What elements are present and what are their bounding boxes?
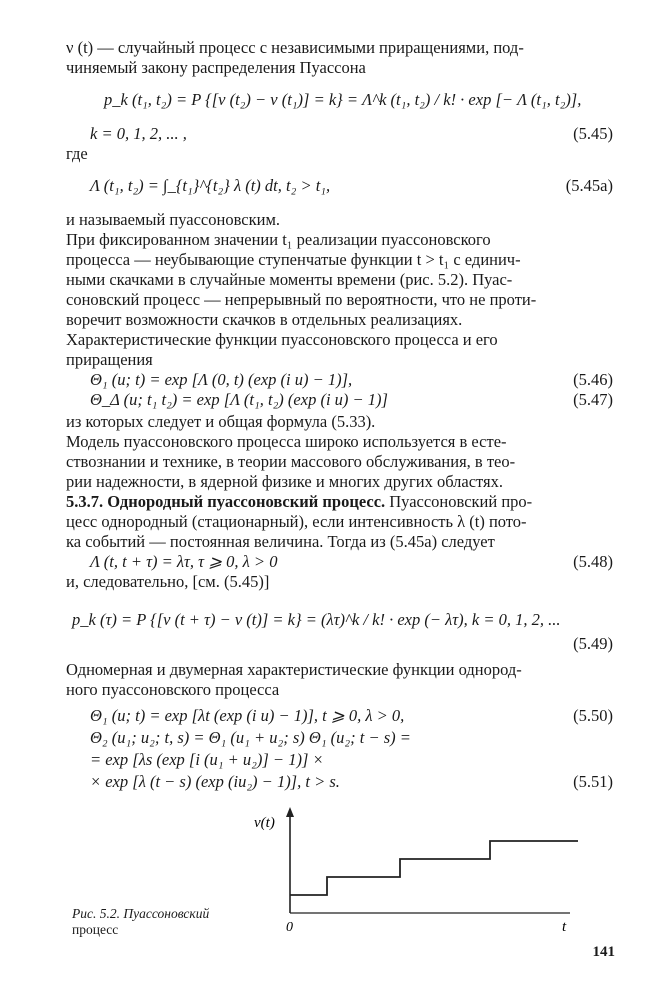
equation-number: (5.50) (573, 706, 613, 725)
page-number: 141 (592, 944, 615, 960)
text-line: цесс однородный (стационарный), если интенсивность λ (t) пото- (66, 512, 527, 531)
formula-k-values: k = 0, 1, 2, ... , (90, 124, 187, 143)
text-line: соновский процесс — непрерывный по вероятности, что не проти- (66, 290, 537, 309)
text-line: из которых следует и общая формула (5.33). (66, 412, 376, 431)
text-line: Модель пуассоновского процесса широко используется в есте- (66, 432, 507, 451)
formula-increment-char-function: Θ_Δ (u; t₁ t₂) = exp [Λ (t₁, t₂) (exp (i u) − 1)] (90, 390, 388, 409)
figure-caption (72, 906, 209, 922)
text-line: где (66, 144, 88, 163)
figure-caption-line: Рис. 5.2. Пуассоновский (72, 906, 210, 921)
formula-homogeneous-lambda: Λ (t, t + τ) = λτ, τ ⩾ 0, λ > 0 (90, 552, 278, 571)
text-line: и, следовательно, [см. (5.45)] (66, 572, 270, 591)
text-line: ного пуассоновского процесса (66, 680, 280, 699)
equation-number: (5.51) (573, 772, 613, 791)
section-heading: 5.3.7. Однородный пуассоновский процесс. (66, 492, 386, 511)
figure-caption-cont: процесс (72, 922, 119, 937)
step-function-line (290, 841, 578, 895)
text-line: процесса — неубывающие ступенчатые функции t > t₁ с единич- (66, 250, 521, 269)
equation-number: (5.47) (573, 390, 613, 409)
formula-1d-char-function: Θ₁ (u; t) = exp [λt (exp (i u) − 1)], t ⩾ 0, λ > 0, (90, 706, 405, 725)
text-line: приращения (66, 350, 153, 369)
section-heading-line (66, 492, 532, 512)
equation-number: (5.49) (573, 634, 613, 653)
text-span: Пуассоновский про- (385, 492, 533, 511)
text-line: Характеристические функции пуассоновского процесса и его (66, 330, 498, 349)
y-axis-label: ν(t) (254, 815, 275, 831)
text-line: ствознании и технике, в теории массового обслуживания, в тео- (66, 452, 516, 471)
text-line: воречит возможности скачков в отдельных реализациях. (66, 310, 463, 329)
text-line: рии надежности, в ядерной физике и многих других областях. (66, 472, 504, 491)
equation-number: (5.45а) (565, 176, 613, 195)
y-axis-arrow (286, 807, 294, 817)
text-line: ка событий — постоянная величина. Тогда из (5.45а) следует (66, 532, 495, 551)
formula-lambda-integral: Λ (t₁, t₂) = ∫_{t₁}^{t₂} λ (t) dt, t₂ > t₁, (90, 176, 331, 195)
poisson-process-figure (240, 805, 600, 945)
formula-2d-char-function-cont: = exp [λs (exp [i (u₁ + u₂)] − 1)] × (90, 750, 324, 769)
formula-char-function: Θ₁ (u; t) = exp [Λ (0, t) (exp (i u) − 1)], (90, 370, 353, 389)
formula-2d-char-function: Θ₂ (u₁; u₂; t, s) = Θ₁ (u₁ + u₂; s) Θ₁ (u₂; t − s) = (90, 728, 411, 747)
text-line: и называемый пуассоновским. (66, 210, 281, 229)
text-line: Одномерная и двумерная характеристические функции однород- (66, 660, 522, 679)
text-line: чиняемый закону распределения Пуассона (66, 58, 366, 77)
origin-label: 0 (286, 920, 293, 935)
text-line: ными скачками в случайные моменты времени (рис. 5.2). Пуас- (66, 270, 513, 289)
equation-number: (5.45) (573, 124, 613, 143)
text-line: При фиксированном значении t₁ реализации пуассоновского (66, 230, 491, 249)
formula-poisson-distribution: p_k (t₁, t₂) = P {[ν (t₂) − ν (t₁)] = k} = Λ^k (t₁, t₂) / k! · exp [− Λ (t₁, t₂)], (104, 90, 582, 109)
equation-number: (5.46) (573, 370, 613, 389)
formula-2d-char-function-end: × exp [λ (t − s) (exp (iu₂) − 1)], t > s. (90, 772, 340, 791)
formula-homogeneous-distribution: p_k (τ) = P {[ν (t + τ) − ν (t)] = k} = (λτ)^k / k! · exp (− λτ), k = 0, 1, 2, ... (72, 610, 561, 629)
equation-number: (5.48) (573, 552, 613, 571)
text-line: ν (t) — случайный процесс с независимыми приращениями, под- (66, 38, 524, 57)
x-axis-label: t (562, 919, 567, 935)
